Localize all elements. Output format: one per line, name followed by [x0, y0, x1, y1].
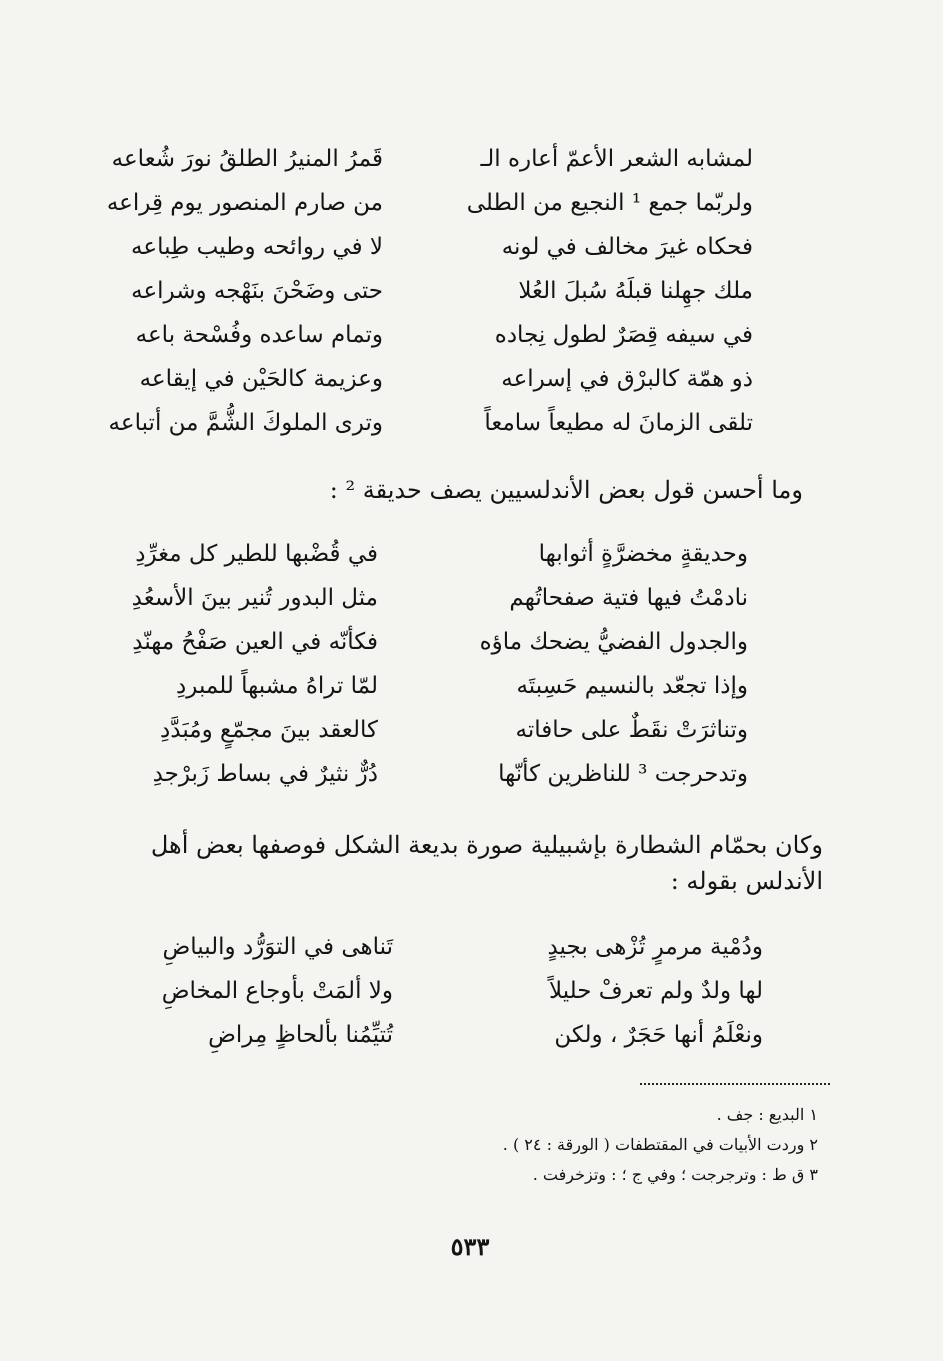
- first-hemistich: وتناثرَتْ نقَطٌ على حافاته: [515, 717, 748, 743]
- second-hemistich: مثل البدور تُنير بينَ الأسعُدِ: [131, 585, 378, 611]
- verse: [53, 362, 753, 406]
- verse: [53, 230, 753, 274]
- footnote: ١ البديع : جف .: [716, 1105, 818, 1124]
- page-number: ٥٣٣: [450, 1232, 490, 1261]
- second-hemistich: دُرٌّ نثيرٌ في بساط زَبرْجدِ: [152, 761, 378, 787]
- first-hemistich: والجدول الفضيُّ يضحك ماؤه: [479, 629, 748, 655]
- verse: [53, 186, 753, 230]
- verse: [48, 625, 748, 669]
- second-hemistich: لمّا تراهُ مشبهاً للمبردِ: [176, 673, 378, 699]
- first-hemistich: فحكاه غيرَ مخالف في لونه: [501, 234, 753, 260]
- second-hemistich: في قُضْبها للطير كل مغرِّدِ: [135, 541, 378, 567]
- verse: [53, 406, 753, 450]
- first-hemistich: ملك جهِلنا قبلَهُ سُبلَ العُلا: [518, 278, 753, 304]
- verse: [53, 318, 753, 362]
- footnote-separator: [640, 1083, 830, 1085]
- verse: [48, 581, 748, 625]
- verse: [63, 1018, 763, 1062]
- second-hemistich: كالعقد بينَ مجمّعٍ ومُبَدَّدِ: [160, 717, 378, 743]
- first-hemistich: ذو همّة كالبرْق في إسراعه: [501, 366, 753, 392]
- second-hemistich: فكأنّه في العين صَفْحُ مهنّدِ: [132, 629, 378, 655]
- second-hemistich: تَناهى في التوَرُّد والبياضِ: [162, 934, 393, 960]
- verse: [48, 537, 748, 581]
- second-hemistich: وتمام ساعده وفُسْحة باعه: [135, 322, 383, 348]
- second-hemistich: حتى وضَحْنَ بنَهْجه وشراعه: [131, 278, 383, 304]
- first-hemistich: نادمْتُ فيها فتية صفحاتُهم: [509, 585, 748, 611]
- first-hemistich: ونعْلَمُ أنها حَجَرٌ ، ولكن: [554, 1022, 763, 1048]
- verse: [63, 930, 763, 974]
- verse: [48, 669, 748, 713]
- first-hemistich: لمشابه الشعر الأعمّ أعاره الـ: [480, 146, 753, 172]
- first-hemistich: وتدحرجت ³ للناظرين كأنّها: [498, 761, 748, 787]
- verse: [63, 974, 763, 1018]
- intro-garden-poem: وما أحسن قول بعض الأندلسيين يصف حديقة ² :: [329, 476, 803, 504]
- first-hemistich: في سيفه قِصَرٌ لطول نِجاده: [494, 322, 753, 348]
- footnote: ٣ ق ط : وترجرجت ؛ وفي ج ؛ : وتزخرفت .: [532, 1165, 818, 1184]
- poem-marble-statue: [63, 930, 763, 1062]
- verse: [48, 713, 748, 757]
- second-hemistich: من صارم المنصور يوم قِراعه: [106, 190, 383, 216]
- second-hemistich: تُتيِّمُنا بألحاظٍ مِراضِ: [208, 1022, 393, 1048]
- footnotes: [258, 1100, 818, 1190]
- intro-statue-poem: وكان بحمّام الشطارة بإشبيلية صورة بديعة الشكل فوصفها بعض أهل الأندلس بقوله :: [150, 831, 823, 895]
- first-hemistich: لها ولدٌ ولم تعرفْ حليلاً: [549, 978, 763, 1004]
- poem-garden: [48, 537, 748, 801]
- first-hemistich: ولربّما جمع ¹ النجيع من الطلى: [466, 190, 753, 216]
- first-hemistich: ودُمْية مرمرٍ تُزْهى بجيدٍ: [547, 934, 763, 960]
- verse: [53, 142, 753, 186]
- poem-garden-ruler: [53, 142, 753, 450]
- first-hemistich: وإذا تجعّد بالنسيم حَسِبتَه: [516, 673, 748, 699]
- footnote: ٢ وردت الأبيات في المقتطفات ( الورقة : ٢٤ ) .: [502, 1135, 818, 1154]
- verse: [48, 757, 748, 801]
- second-hemistich: قَمرُ المنيرُ الطلقُ نورَ شُعاعه: [111, 146, 383, 172]
- second-hemistich: وعزيمة كالحَيْن في إيقاعه: [139, 366, 383, 392]
- first-hemistich: تلقى الزمانَ له مطيعاً سامعاً: [484, 410, 753, 436]
- verse: [53, 274, 753, 318]
- second-hemistich: لا في روائحه وطيب طِباعه: [131, 234, 383, 260]
- first-hemistich: وحديقةٍ مخضرَّةٍ أثوابها: [538, 541, 748, 567]
- second-hemistich: وترى الملوكَ الشُّمَّ من أتباعه: [108, 410, 383, 436]
- second-hemistich: ولا ألمَتْ بأوجاع المخاضِ: [161, 978, 393, 1004]
